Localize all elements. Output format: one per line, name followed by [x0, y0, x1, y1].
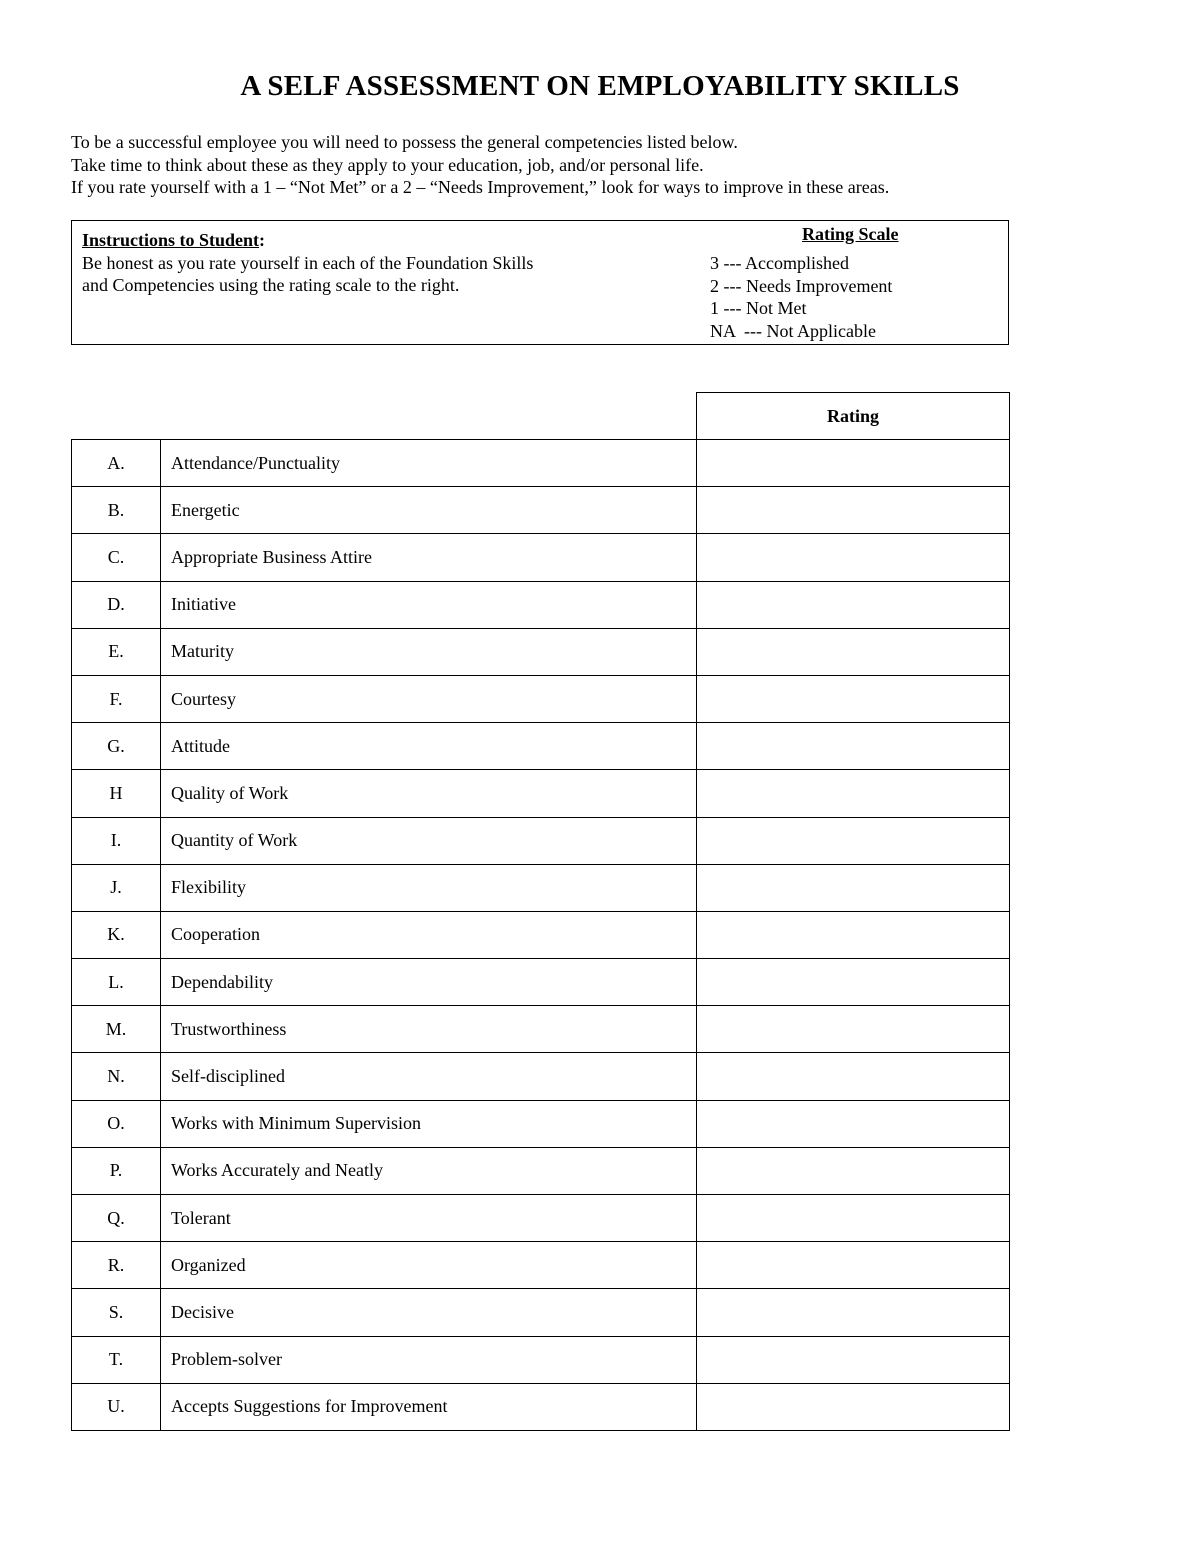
skill-letter: L. — [72, 959, 161, 1006]
table-row — [72, 817, 1010, 864]
skill-letter: U. — [72, 1383, 161, 1430]
table-row — [72, 723, 1010, 770]
skill-letter: T. — [72, 1336, 161, 1383]
skill-letter: E. — [72, 628, 161, 675]
skill-name: Tolerant — [161, 1195, 697, 1242]
skill-letter: P. — [72, 1147, 161, 1194]
rating-scale-heading: Rating Scale — [802, 224, 899, 244]
rating-cell[interactable] — [697, 911, 1010, 958]
table-row — [72, 864, 1010, 911]
table-row — [72, 911, 1010, 958]
table-row — [72, 675, 1010, 722]
table-row — [72, 487, 1010, 534]
rating-cell[interactable] — [697, 675, 1010, 722]
intro-paragraph — [71, 131, 889, 199]
skill-letter: C. — [72, 534, 161, 581]
rating-cell[interactable] — [697, 723, 1010, 770]
table-row — [72, 1383, 1010, 1430]
skill-name: Accepts Suggestions for Improvement — [161, 1383, 697, 1430]
rating-column-header: Rating — [697, 393, 1010, 440]
skills-table-body — [72, 440, 1010, 1431]
table-header-blank — [72, 393, 697, 440]
skill-letter: R. — [72, 1242, 161, 1289]
rating-cell[interactable] — [697, 817, 1010, 864]
rating-scale-item: 3 --- Accomplished — [710, 253, 849, 273]
page-title: A SELF ASSESSMENT ON EMPLOYABILITY SKILLS — [240, 70, 960, 102]
skill-name: Works Accurately and Neatly — [161, 1147, 697, 1194]
rating-cell[interactable] — [697, 581, 1010, 628]
table-row — [72, 1289, 1010, 1336]
table-header-row — [72, 393, 1010, 440]
rating-cell[interactable] — [697, 1195, 1010, 1242]
skill-letter: A. — [72, 440, 161, 487]
skill-name: Attitude — [161, 723, 697, 770]
instructions-section — [82, 229, 533, 297]
table-row — [72, 1336, 1010, 1383]
skill-name: Organized — [161, 1242, 697, 1289]
skill-letter: I. — [72, 817, 161, 864]
table-row — [72, 959, 1010, 1006]
table-row — [72, 440, 1010, 487]
rating-cell[interactable] — [697, 770, 1010, 817]
skill-name: Decisive — [161, 1289, 697, 1336]
rating-cell[interactable] — [697, 864, 1010, 911]
rating-cell[interactable] — [697, 1289, 1010, 1336]
table-row — [72, 1242, 1010, 1289]
table-row — [72, 770, 1010, 817]
instructions-heading: Instructions to Student — [82, 230, 260, 250]
skill-name: Quality of Work — [161, 770, 697, 817]
table-row — [72, 534, 1010, 581]
rating-cell[interactable] — [697, 1242, 1010, 1289]
rating-cell[interactable] — [697, 1053, 1010, 1100]
skill-letter: O. — [72, 1100, 161, 1147]
rating-cell[interactable] — [697, 1383, 1010, 1430]
intro-line: Take time to think about these as they apply to your education, job, and/or personal life. — [71, 154, 704, 175]
skill-name: Trustworthiness — [161, 1006, 697, 1053]
rating-cell[interactable] — [697, 1147, 1010, 1194]
table-row — [72, 1195, 1010, 1242]
rating-cell[interactable] — [697, 959, 1010, 1006]
rating-cell[interactable] — [697, 487, 1010, 534]
skill-name: Self-disciplined — [161, 1053, 697, 1100]
table-row — [72, 581, 1010, 628]
rating-scale-item: 2 --- Needs Improvement — [710, 275, 893, 296]
table-row — [72, 1100, 1010, 1147]
skill-letter: F. — [72, 675, 161, 722]
skill-name: Quantity of Work — [161, 817, 697, 864]
intro-line: To be a successful employee you will need to possess the general competencies listed below. — [71, 132, 738, 152]
skill-letter: Q. — [72, 1195, 161, 1242]
skill-name: Flexibility — [161, 864, 697, 911]
rating-scale-section — [710, 221, 899, 342]
skill-letter: S. — [72, 1289, 161, 1336]
rating-cell[interactable] — [697, 1006, 1010, 1053]
skill-letter: G. — [72, 723, 161, 770]
skill-letter: H — [72, 770, 161, 817]
table-row — [72, 1147, 1010, 1194]
skill-name: Attendance/Punctuality — [161, 440, 697, 487]
skill-name: Cooperation — [161, 911, 697, 958]
rating-cell[interactable] — [697, 440, 1010, 487]
skill-name: Problem-solver — [161, 1336, 697, 1383]
skill-letter: N. — [72, 1053, 161, 1100]
table-row — [72, 1006, 1010, 1053]
skill-name: Energetic — [161, 487, 697, 534]
skill-letter: J. — [72, 864, 161, 911]
skills-rating-table — [71, 392, 1010, 1431]
table-row — [72, 1053, 1010, 1100]
skill-letter: B. — [72, 487, 161, 534]
rating-cell[interactable] — [697, 1100, 1010, 1147]
intro-line: If you rate yourself with a 1 – “Not Met” or a 2 – “Needs Improvement,” look for ways to improve in these areas. — [71, 177, 890, 197]
instructions-line: Be honest as you rate yourself in each of the Foundation Skills — [82, 252, 534, 273]
skill-name: Maturity — [161, 628, 697, 675]
instructions-box — [71, 220, 1009, 345]
skill-name: Courtesy — [161, 675, 697, 722]
skill-name: Works with Minimum Supervision — [161, 1100, 697, 1147]
skill-letter: M. — [72, 1006, 161, 1053]
skill-letter: D. — [72, 581, 161, 628]
rating-cell[interactable] — [697, 628, 1010, 675]
rating-cell[interactable] — [697, 534, 1010, 581]
table-row — [72, 628, 1010, 675]
skill-name: Initiative — [161, 581, 697, 628]
skill-letter: K. — [72, 911, 161, 958]
instructions-heading-colon: : — [259, 230, 266, 250]
rating-scale-item: 1 --- Not Met — [710, 298, 807, 318]
rating-cell[interactable] — [697, 1336, 1010, 1383]
skill-name: Appropriate Business Attire — [161, 534, 697, 581]
rating-scale-item: NA --- Not Applicable — [710, 320, 876, 341]
skill-name: Dependability — [161, 959, 697, 1006]
instructions-line: and Competencies using the rating scale to the right. — [82, 275, 460, 295]
